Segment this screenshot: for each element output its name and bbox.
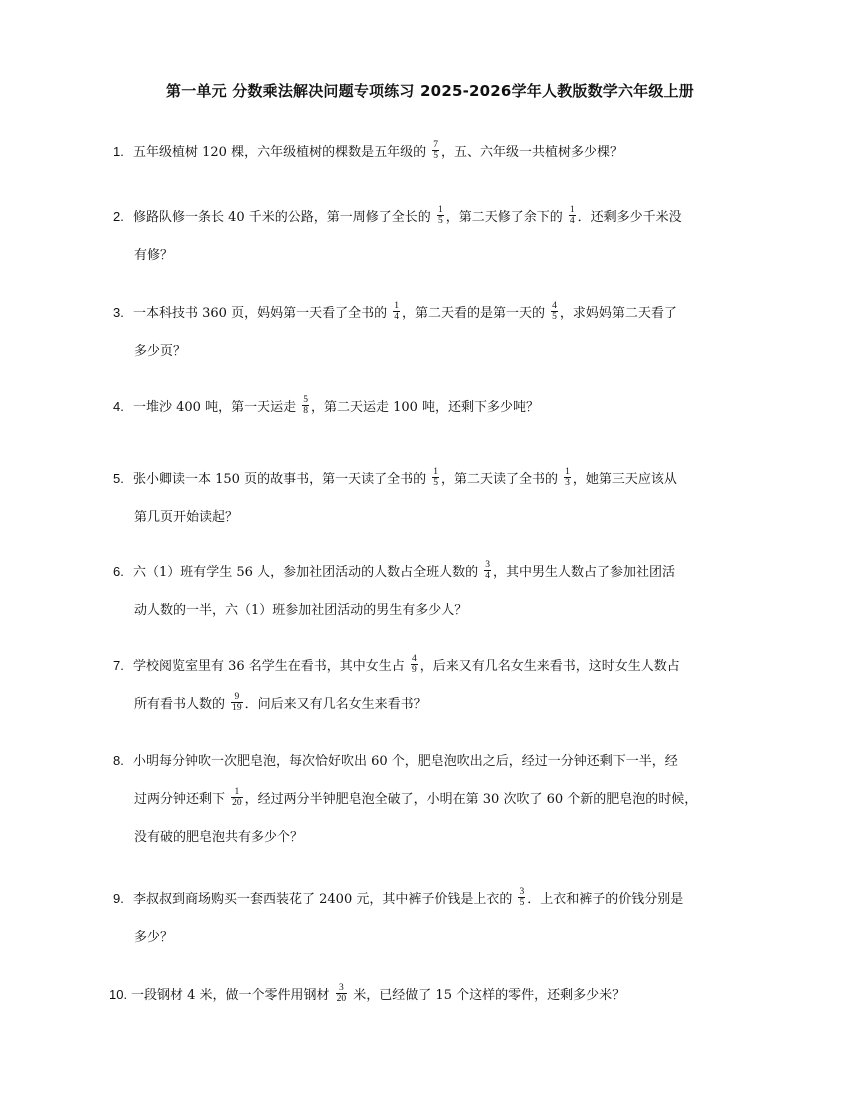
question-text: ，第二天看的是第一天的 <box>401 306 550 321</box>
fraction-numerator: 1 <box>433 467 438 477</box>
question-line <box>109 976 763 1015</box>
question-number: 9. <box>113 891 124 906</box>
question-text: ，求妈妈第二天看了 <box>559 306 677 321</box>
fraction <box>302 395 309 416</box>
question-text: 过两分钟还剩下 <box>134 792 230 807</box>
question-number: 5. <box>113 471 124 486</box>
fraction-denominator: 5 <box>433 151 438 161</box>
question-text: ，经过两分半钟肥皂泡全破了，小明在第 30 次吹了 60 个新的肥皂泡的时候， <box>244 792 698 807</box>
question-number: 4. <box>113 399 124 414</box>
question-text: 米，已经做了 15 个这样的零件，还剩多少米？ <box>349 988 626 1003</box>
question-item <box>113 647 763 724</box>
question-text: 五年级植树 120 棵，六年级植树的棵数是五年级的 <box>133 145 431 160</box>
fraction-denominator: 4 <box>569 216 575 226</box>
question-number: 8. <box>113 753 124 768</box>
question-text: 修路队修一条长 40 千米的公路，第一周修了全长的 <box>133 210 435 225</box>
fraction-numerator: 3 <box>519 887 525 897</box>
fraction-numerator: 1 <box>394 301 399 311</box>
question-line <box>113 198 763 237</box>
question-line <box>113 553 763 592</box>
fraction-denominator: 5 <box>519 898 525 908</box>
question-item <box>113 880 763 957</box>
question-line <box>113 919 763 957</box>
fraction <box>518 887 525 908</box>
fraction-numerator: 1 <box>569 205 575 215</box>
fraction-numerator: 1 <box>231 787 243 798</box>
fraction-numerator: 4 <box>411 654 417 664</box>
question-line <box>113 460 763 499</box>
fraction-denominator: 3 <box>565 478 570 488</box>
question-number: 2. <box>113 209 124 224</box>
fraction <box>564 467 571 488</box>
question-number: 1. <box>113 144 124 159</box>
question-line <box>113 333 763 371</box>
question-line <box>113 592 763 630</box>
question-item <box>109 976 763 1015</box>
fraction-numerator: 3 <box>485 560 490 570</box>
question-text: 多少？ <box>134 930 174 945</box>
fraction-denominator: 5 <box>437 216 443 226</box>
question-text: 第几页开始读起？ <box>134 510 239 525</box>
question-line <box>113 133 763 172</box>
fraction <box>432 140 439 161</box>
fraction-denominator: 8 <box>303 406 308 416</box>
question-text: ．还剩多少千米没 <box>577 210 682 225</box>
question-line <box>113 781 763 819</box>
question-text: 一段钢材 4 米，做一个零件用钢材 <box>131 988 334 1003</box>
question-item <box>113 553 763 630</box>
question-text: 一本科技书 360 页，妈妈第一天看了全书的 <box>133 306 392 321</box>
fraction-numerator: 5 <box>303 395 308 405</box>
fraction <box>336 983 348 1004</box>
fraction <box>411 654 418 675</box>
fraction-denominator: 4 <box>394 312 399 322</box>
question-line <box>113 819 763 857</box>
question-text: 小明每分钟吹一次肥皂泡，每次恰好吹出 60 个，肥皂泡吹出之后，经过一分钟还剩下一半，经 <box>133 754 678 769</box>
question-text: 张小卿读一本 150 页的故事书，第一天读了全书的 <box>133 472 431 487</box>
fraction-denominator: 5 <box>552 312 557 322</box>
question-item <box>113 198 763 275</box>
question-item <box>113 133 763 172</box>
question-text: ，第二天修了余下的 <box>445 210 567 225</box>
fraction-numerator: 3 <box>336 983 348 994</box>
fraction <box>231 787 243 808</box>
question-line <box>113 499 763 537</box>
fraction-denominator: 20 <box>232 798 242 808</box>
fraction <box>437 205 444 226</box>
question-item <box>113 460 763 537</box>
question-text: 六（1）班有学生 56 人，参加社团活动的人数占全班人数的 <box>133 565 483 580</box>
fraction-denominator: 5 <box>433 478 438 488</box>
question-line <box>113 880 763 919</box>
question-text: ，她第三天应该从 <box>572 472 677 487</box>
question-text: ．上衣和裤子的价钱分别是 <box>527 892 684 907</box>
question-item <box>113 388 763 427</box>
fraction <box>484 560 491 581</box>
fraction-numerator: 1 <box>437 205 443 215</box>
fraction-numerator: 1 <box>565 467 570 477</box>
fraction <box>551 301 558 322</box>
question-line <box>113 686 763 724</box>
question-text: 学校阅览室里有 36 名学生在看书，其中女生占 <box>133 659 409 674</box>
question-text: 所有看书人数的 <box>134 697 230 712</box>
question-text: 多少页？ <box>134 344 187 359</box>
question-text: ，其中男生人数占了参加社团活 <box>492 565 675 580</box>
fraction-denominator: 20 <box>336 994 347 1004</box>
question-number: 6. <box>113 564 124 579</box>
question-item <box>113 294 763 371</box>
question-text: ．问后来又有几名女生来看书？ <box>244 697 427 712</box>
fraction <box>569 205 576 226</box>
question-text: 有修？ <box>134 248 174 263</box>
question-line <box>113 237 763 275</box>
fraction-numerator: 9 <box>231 692 243 703</box>
fraction-denominator: 9 <box>411 665 417 675</box>
question-text: 一堆沙 400 吨，第一天运走 <box>133 400 301 415</box>
fraction <box>432 467 439 488</box>
question-line <box>113 388 763 427</box>
fraction-denominator: 4 <box>485 571 490 581</box>
question-text: ，五、六年级一共植树多少棵？ <box>440 145 623 160</box>
page-title: 第一单元 分数乘法解决问题专项练习 2025-2026学年人教版数学六年级上册 <box>166 82 694 100</box>
fraction-numerator: 7 <box>433 140 438 150</box>
fraction <box>231 692 243 713</box>
question-text: 李叔叔到商场购买一套西装花了 2400 元，其中裤子价钱是上衣的 <box>133 892 517 907</box>
fraction-numerator: 4 <box>552 301 557 311</box>
question-line <box>113 647 763 686</box>
fraction <box>393 301 400 322</box>
question-text: ，后来又有几名女生来看书，这时女生人数占 <box>419 659 680 674</box>
question-text: 动人数的一半，六（1）班参加社团活动的男生有多少人？ <box>134 603 468 618</box>
fraction-denominator: 19 <box>232 703 242 713</box>
question-item <box>113 742 763 857</box>
question-number: 3. <box>113 305 124 320</box>
question-text: ，第二天运走 100 吨，还剩下多少吨？ <box>310 400 540 415</box>
question-text: ，第二天读了全书的 <box>440 472 563 487</box>
question-line <box>113 294 763 333</box>
question-text: 没有破的肥皂泡共有多少个？ <box>134 830 304 845</box>
question-number: 10. <box>109 987 128 1002</box>
question-line <box>113 742 763 781</box>
question-number: 7. <box>113 658 124 673</box>
